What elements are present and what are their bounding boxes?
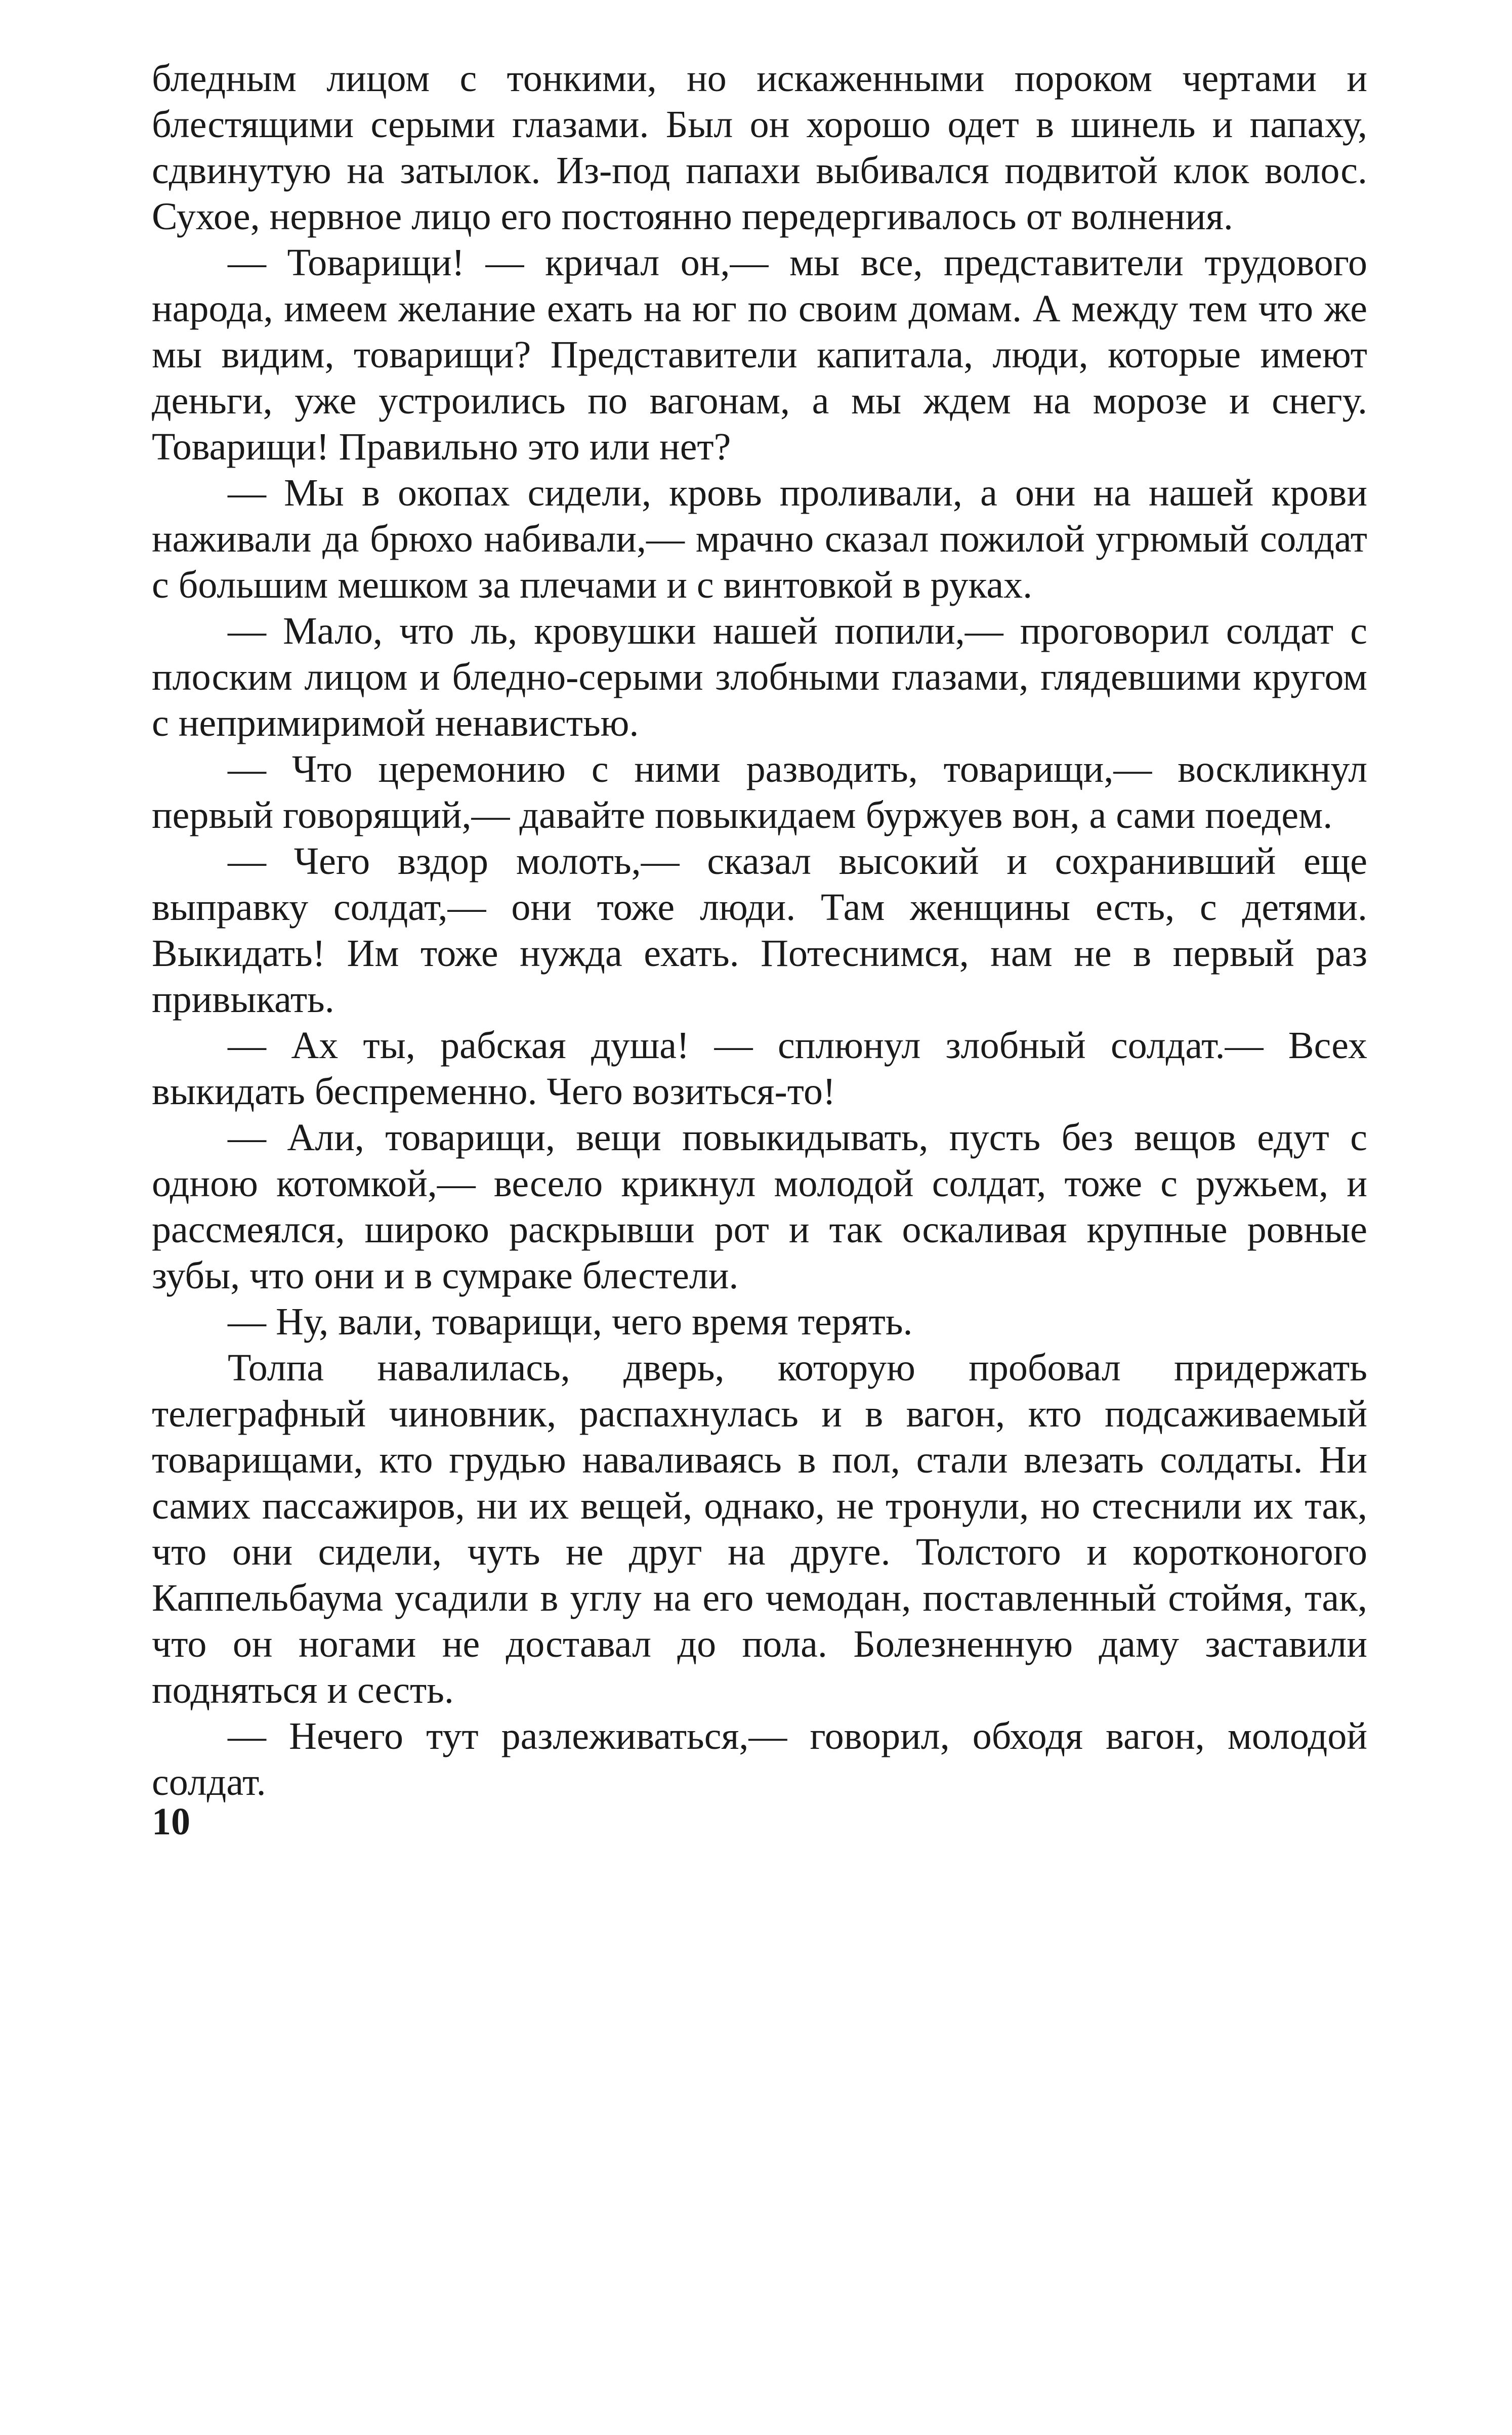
page-body [152, 56, 1367, 1806]
paragraph-8: — Али, товарищи, вещи повыкидывать, пусть без вещов едут с одною котомкой,— весело крикнул молодой солдат, тоже с ружьем, и рассмеялся, широко раскрывши рот и так оскаливая крупные ровные зубы, что они и в сумраке блестели. [152, 1116, 1367, 1297]
paragraph-10: Толпа навалилась, дверь, которую пробовал придержать телеграфный чиновник, распахнулась и в вагон, кто подсаживаемый товарищами, кто грудью наваливаясь в пол, стали влезать солдаты. Ни самих пассажиров, ни их вещей, однако, не тронули, но стеснили их так, что они сидели, чуть не друг на друге. Толстого и коротконогого Каппельбаума усадили в углу на его чемодан, поставленный стоймя, так, что он ногами не доставал до пола. Болезненную даму заставили подняться и сесть. [152, 1347, 1367, 1711]
paragraph-2: — Товарищи! — кричал он,— мы все, представители трудового народа, имеем желание ехать на юг по своим домам. А между тем что же мы видим, товарищи? Представители капитала, люди, которые имеют деньги, уже устроились по вагонам, а мы ждем на морозе и снегу. Товарищи! Правильно это или нет? [152, 241, 1367, 468]
page-number: 10 [152, 1800, 190, 1843]
paragraph-7: — Ах ты, рабская душа! — сплюнул злобный солдат.— Всех выкидать беспременно. Чего возиться-то! [152, 1024, 1367, 1113]
paragraph-5: — Что церемонию с ними разводить, товарищи,— воскликнул первый говорящий,— давайте повыкидаем буржуев вон, а сами поедем. [152, 748, 1367, 836]
paragraph-3: — Мы в окопах сидели, кровь проливали, а они на нашей крови наживали да брюхо набивали,— мрачно сказал пожилой угрюмый солдат с большим мешком за плечами и с винтовкой в руках. [152, 472, 1367, 606]
paragraph-9: — Ну, вали, товарищи, чего время терять. [228, 1300, 913, 1343]
paragraph-11: — Нечего тут разлеживаться,— говорил, обходя вагон, молодой солдат. [152, 1715, 1367, 1803]
paragraph-4: — Мало, что ль, кровушки нашей попили,— проговорил солдат с плоским лицом и бледно-серыми злобными глазами, глядевшими кругом с непримиримой ненавистью. [152, 610, 1367, 744]
paragraph-6: — Чего вздор молоть,— сказал высокий и сохранивший еще выправку солдат,— они тоже люди. Там женщины есть, с детями. Выкидать! Им тоже нужда ехать. Потеснимся, нам не в первый раз привыкать. [152, 840, 1367, 1021]
paragraph-1: бледным лицом с тонкими, но искаженными пороком чертами и блестящими серыми глазами. Был он хорошо одет в шинель и папаху, сдвинутую на затылок. Из-под папахи выбивался подвитой клок волос. Сухое, нервное лицо его постоянно передергивалось от волнения. [152, 57, 1367, 238]
